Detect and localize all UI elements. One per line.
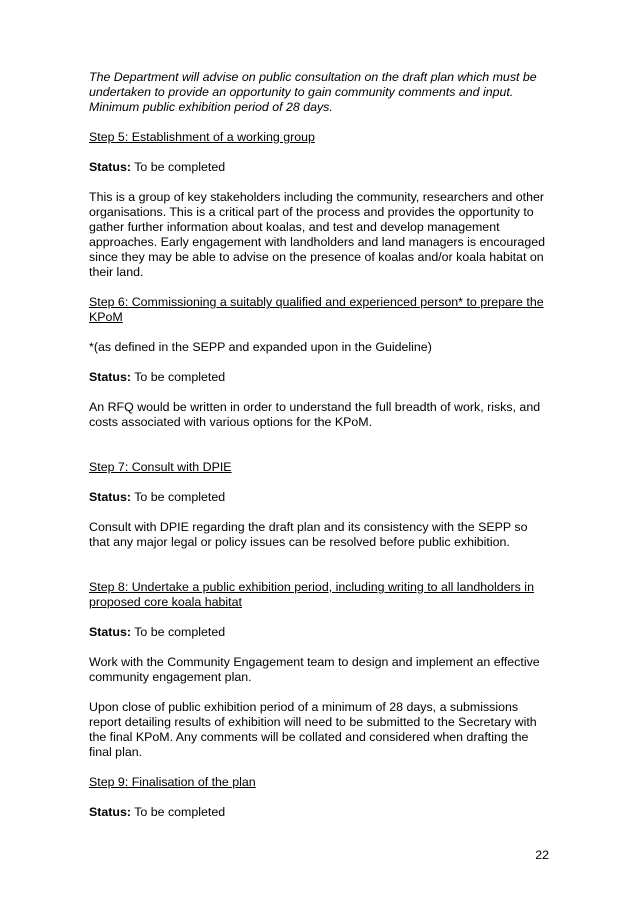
step-5-status bbox=[89, 160, 549, 175]
intro-paragraph: The Department will advise on public consultation on the draft plan which must be undertaken to provide an opportunity to gain community comments and input. Minimum public exhibition period of 28 days. bbox=[89, 70, 537, 114]
step-6-footnote: *(as defined in the SEPP and expanded upon in the Guideline) bbox=[89, 340, 432, 354]
step-9-status bbox=[89, 805, 549, 820]
step-5-heading: Step 5: Establishment of a working group bbox=[89, 130, 315, 144]
step-8-body-1: Work with the Community Engagement team to design and implement an effective community engagement plan. bbox=[89, 655, 540, 684]
step-7-body: Consult with DPIE regarding the draft plan and its consistency with the SEPP so that any major legal or policy issues can be resolved before public exhibition. bbox=[89, 520, 528, 549]
step-8-body-2: Upon close of public exhibition period of a minimum of 28 days, a submissions report detailing results of exhibition will need to be submitted to the Secretary with the final KPoM. Any comments will be collated and considered when drafting the final plan. bbox=[89, 700, 537, 759]
step-8-heading: Step 8: Undertake a public exhibition period, including writing to all landholders in proposed core koala habitat bbox=[89, 580, 534, 609]
status-value: To be completed bbox=[134, 805, 226, 819]
page-number: 22 bbox=[535, 848, 549, 862]
status-label: Status: bbox=[89, 370, 131, 384]
step-6-status bbox=[89, 370, 549, 385]
status-label: Status: bbox=[89, 805, 131, 819]
status-value: To be completed bbox=[134, 625, 226, 639]
document-body bbox=[89, 70, 549, 820]
step-6-heading: Step 6: Commissioning a suitably qualified and experienced person* to prepare the KPoM bbox=[89, 295, 544, 324]
status-label: Status: bbox=[89, 490, 131, 504]
step-7-heading: Step 7: Consult with DPIE bbox=[89, 460, 232, 474]
step-5-body: This is a group of key stakeholders including the community, researchers and other organisations. This is a critical part of the process and provides the opportunity to gather further information about koalas, and test and develop management approaches. Early engagement with landholders and land managers is encouraged since they may be able to advise on the presence of koalas and/or koala habitat on their land. bbox=[89, 190, 545, 279]
status-label: Status: bbox=[89, 160, 131, 174]
status-label: Status: bbox=[89, 625, 131, 639]
status-value: To be completed bbox=[134, 490, 226, 504]
step-6-body: An RFQ would be written in order to understand the full breadth of work, risks, and costs associated with various options for the KPoM. bbox=[89, 400, 541, 429]
step-8-status bbox=[89, 625, 549, 640]
status-value: To be completed bbox=[134, 160, 226, 174]
step-7-status bbox=[89, 490, 549, 505]
step-9-heading: Step 9: Finalisation of the plan bbox=[89, 775, 256, 789]
status-value: To be completed bbox=[134, 370, 226, 384]
